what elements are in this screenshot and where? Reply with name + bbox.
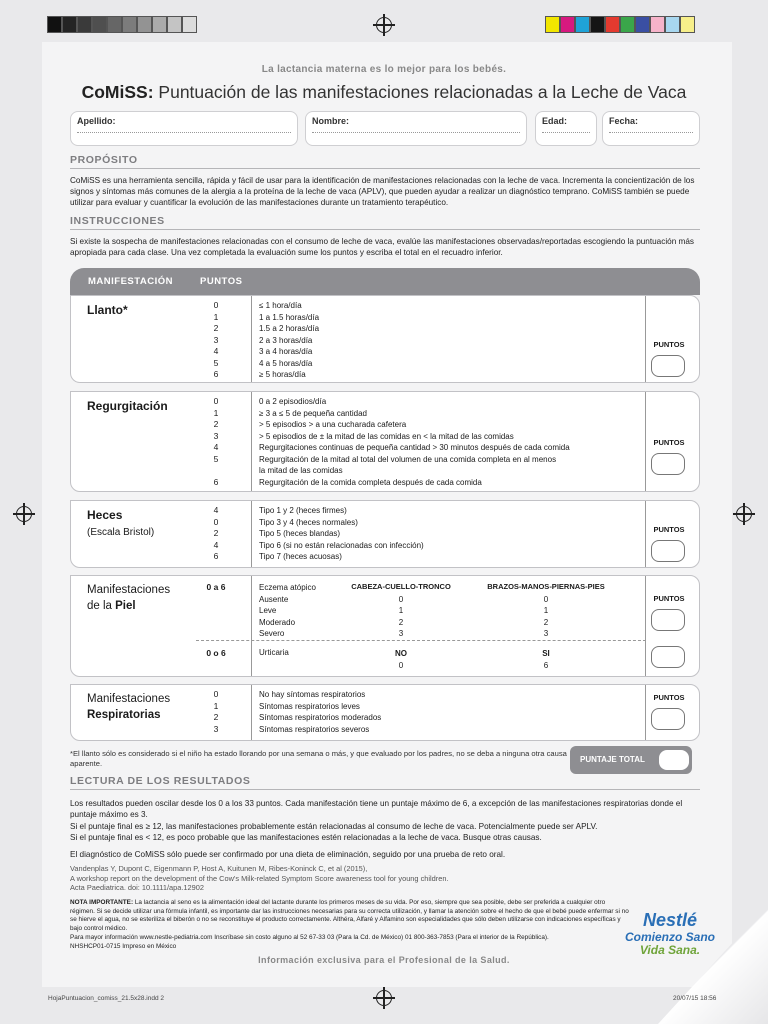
llanto-descriptions: ≤ 1 hora/día 1 a 1.5 horas/día 1.5 a 2 horas/día 2 a 3 horas/día 3 a 4 horas/día 4 a 5 horas/día ≥ 5 horas/día	[259, 301, 320, 379]
page-title	[0, 82, 768, 103]
heces-score-input[interactable]	[651, 540, 685, 562]
piel-score-box[interactable]: PUNTOS	[651, 594, 687, 631]
piel-col-brazos: BRAZOS-MANOS-PIERNAS-PIES	[487, 582, 605, 591]
calibration-swatch	[122, 16, 137, 33]
nombre-label: Nombre:	[312, 116, 350, 126]
regurgitacion-score-input[interactable]	[651, 453, 685, 475]
header-puntos: PUNTOS	[200, 276, 243, 287]
calibration-swatch	[560, 16, 575, 33]
calibration-swatch	[107, 16, 122, 33]
lectura-p3: Si el puntaje final es < 12, es poco probable que las manifestaciones estén relacionadas a la leche de vaca. Busque otras causas.	[70, 833, 542, 842]
calibration-swatch	[590, 16, 605, 33]
calibration-swatch	[62, 16, 77, 33]
file-name: HojaPuntuacion_comiss_21.5x28.indd 2	[48, 995, 164, 1002]
total-score-box[interactable]	[570, 746, 692, 774]
calibration-swatch	[47, 16, 62, 33]
header-manifestacion: MANIFESTACIÓN	[88, 276, 173, 287]
row-heces	[70, 500, 700, 568]
llanto-label: Llanto*	[87, 303, 128, 317]
calibration-swatch	[605, 16, 620, 33]
respiratorias-descriptions: No hay síntomas respiratorios Síntomas respiratorios leves Síntomas respiratorios moderados Síntomas respiratorios severos	[259, 690, 382, 734]
lectura-heading: LECTURA DE LOS RESULTADOS	[70, 775, 700, 790]
title-rest: Puntuación de las manifestaciones relacionadas a la Leche de Vaca	[153, 82, 687, 102]
edad-label: Edad:	[542, 116, 568, 126]
respiratorias-score-box[interactable]: PUNTOS	[651, 693, 687, 730]
apellido-field[interactable]	[70, 111, 298, 146]
lectura-p4: El diagnóstico de CoMiSS sólo puede ser confirmado por una dieta de eliminación, seguido por una prueba de reto oral.	[70, 850, 506, 859]
llanto-score-input[interactable]	[651, 355, 685, 377]
llanto-points: 0 1 2 3 4 5 6	[213, 300, 219, 379]
heces-points: 4 0 2 4 6	[213, 505, 219, 561]
apellido-label: Apellido:	[77, 116, 116, 126]
table-header	[70, 268, 700, 295]
proposito-heading: PROPÓSITO	[70, 154, 700, 169]
total-score-input[interactable]	[659, 750, 689, 770]
calibration-swatch	[620, 16, 635, 33]
lectura-p2: Si el puntaje final es ≥ 12, las manifestaciones probablemente están relacionadas al consumo de leche de vaca. Potencialmente puede ser APLV.	[70, 822, 598, 831]
print-code: NHSHCP01-0715 Impreso en México	[70, 943, 177, 950]
llanto-score-box[interactable]: PUNTOS	[651, 340, 687, 377]
urticaria-score-input[interactable]	[651, 646, 685, 668]
calibration-swatch	[137, 16, 152, 33]
registration-mark-bottom	[376, 990, 392, 1006]
row-piel	[70, 575, 700, 677]
tagline: La lactancia materna es lo mejor para los bebés.	[261, 64, 507, 75]
registration-mark-right	[736, 506, 752, 522]
fecha-label: Fecha:	[609, 116, 639, 126]
heces-descriptions: Tipo 1 y 2 (heces firmes) Tipo 3 y 4 (heces normales) Tipo 5 (heces blandas) Tipo 6 (si no están relacionadas con infección) Tipo 7 (heces acuosas)	[259, 506, 424, 561]
piel-brazos-values: 0 1 2 3	[543, 594, 549, 638]
fecha-field[interactable]	[602, 111, 700, 146]
edad-field[interactable]	[535, 111, 597, 146]
print-date: 20/07/15 18:56	[673, 995, 717, 1002]
llanto-footnote: *El llanto sólo es considerado si el niño ha estado llorando por una semana o más, y que evaluado por los padres, no se deba a ninguna otra causa aparente.	[70, 749, 567, 768]
regurgitacion-label: Regurgitación	[87, 399, 168, 413]
row-regurgitacion	[70, 391, 700, 492]
piel-range: 0 a 6	[206, 582, 226, 592]
piel-label: Manifestaciones de la Piel	[87, 584, 171, 612]
regurgitacion-descriptions: 0 a 2 episodios/día ≥ 3 a ≤ 5 de pequeña cantidad > 5 episodios > a una cucharada cafetera > 5 episodios de ± la mitad de las comidas en < la mitad de las comidas Regurgitaciones continuas de pequeña cantidad > 30 minutos después de cada comida Regurgitación de la mitad al total del volumen de una comida completa en al menos la mitad de las comidas Regurgitación de la comida completa después de cada comida	[259, 397, 570, 487]
instrucciones-heading: INSTRUCCIONES	[70, 215, 700, 230]
color-calibration-strip	[545, 16, 695, 33]
calibration-swatch	[92, 16, 107, 33]
score-table	[70, 268, 700, 741]
regurgitacion-score-box[interactable]: PUNTOS	[651, 438, 687, 475]
registration-mark-top	[376, 17, 392, 33]
urticaria-label: Urticaria	[259, 648, 289, 657]
calibration-swatch	[635, 16, 650, 33]
calibration-swatch	[575, 16, 590, 33]
urticaria-si: SI 6	[542, 649, 550, 670]
total-score-label: PUNTAJE TOTAL	[580, 755, 645, 764]
registration-mark-left	[16, 506, 32, 522]
calibration-swatch	[152, 16, 167, 33]
exclusive-note: Información exclusiva para el Profesional de la Salud.	[258, 955, 510, 965]
piel-cabeza-values: 0 1 2 3	[398, 594, 404, 638]
piel-eczema: Eczema atópico Ausente Leve Moderado Severo	[259, 583, 316, 638]
heces-label: Heces (Escala Bristol)	[87, 508, 155, 538]
urticaria-no: NO 0	[395, 649, 407, 670]
heces-score-box[interactable]: PUNTOS	[651, 525, 687, 562]
respiratorias-points: 0 1 2 3	[213, 689, 219, 734]
contact-info: Para mayor información www.nestle-pediatria.com Inscríbase sin costo alguno al 52 67-33 03 (Para la Cd. de México) 01 800-363-7853 (Para el interior de la República).	[70, 934, 549, 941]
lectura-p1: Los resultados pueden oscilar desde los 0 a los 33 puntos. Cada manifestación tiene un puntaje máximo de 6, a excepción de las manifestaciones respiratorias donde el puntaje máximo es 3.	[70, 799, 683, 819]
instrucciones-text: Si existe la sospecha de manifestaciones relacionadas con el consumo de leche de vaca, evalúe las manifestaciones observadas/reportadas escogiendo la puntuación más apropiada para cada clase. Una vez completada la evaluación sume los puntos y escriba el total en el recuadro inferior.	[70, 237, 694, 257]
proposito-text: CoMiSS es una herramienta sencilla, rápida y fácil de usar para la identificación de manifestaciones relacionadas con la leche de vaca. Incrementa la concientización de los signos y síntomas más comunes de la alergia a la proteína de la leche de vaca (APLV), que pueden ayudar a realizar un diagnóstico temprano. CoMiSS también se puede utilizar para evaluar y cuantificar la evolución de las manifestaciones durante un tratamiento terapéutico.	[70, 176, 695, 207]
nestle-logo: Nestlé Comienzo Sano Vida Sana.	[624, 910, 715, 957]
calibration-swatch	[545, 16, 560, 33]
calibration-swatch	[167, 16, 182, 33]
piel-col-cabeza: CABEZA-CUELLO-TRONCO	[351, 582, 451, 591]
nombre-field[interactable]	[305, 111, 527, 146]
respiratorias-label: Manifestaciones Respiratorias	[87, 693, 171, 721]
regurgitacion-points: 0 1 2 3 4 5 6	[213, 396, 219, 487]
row-llanto	[70, 295, 700, 383]
grayscale-calibration-strip	[47, 16, 197, 33]
nota-importante: NOTA IMPORTANTE: La lactancia al seno es la alimentación ideal del lactante durante los primeros meses de su vida. Por eso, siempre que sea posible, debe ser preferida a cualquier otro régimen. Si se decide utilizar una fórmula infantil, es importante dar las instrucciones necesarias para su correcta utilización, y llamar la atención sobre el hecho de que el bebé puede enfermar si no se hierve el agua, no se esteriliza el biberón o no se reconstituye el producto correctamente. Althéra, Alfaré y Alfamino son especialidades que sólo deben utilizarse con indicaciones específicas y bajo control médico.	[70, 899, 629, 932]
urticaria-score-box[interactable]	[651, 640, 687, 668]
calibration-swatch	[182, 16, 197, 33]
calibration-swatch	[77, 16, 92, 33]
urticaria-range: 0 o 6	[206, 648, 226, 658]
row-respiratorias	[70, 684, 700, 741]
piel-score-input[interactable]	[651, 609, 685, 631]
title-bold: CoMiSS:	[81, 82, 154, 102]
calibration-swatch	[680, 16, 695, 33]
respiratorias-score-input[interactable]	[651, 708, 685, 730]
calibration-swatch	[650, 16, 665, 33]
reference: Vandenplas Y, Dupont C, Eigenmann P, Host A, Kuitunen M, Ribes-Koninck C, et al (2015), A workshop report on the development of the Cow's Milk-related Symptom Score awareness tool for young children. Acta Paediatrica. doi: 10.1111/apa.12902	[70, 864, 449, 892]
calibration-swatch	[665, 16, 680, 33]
